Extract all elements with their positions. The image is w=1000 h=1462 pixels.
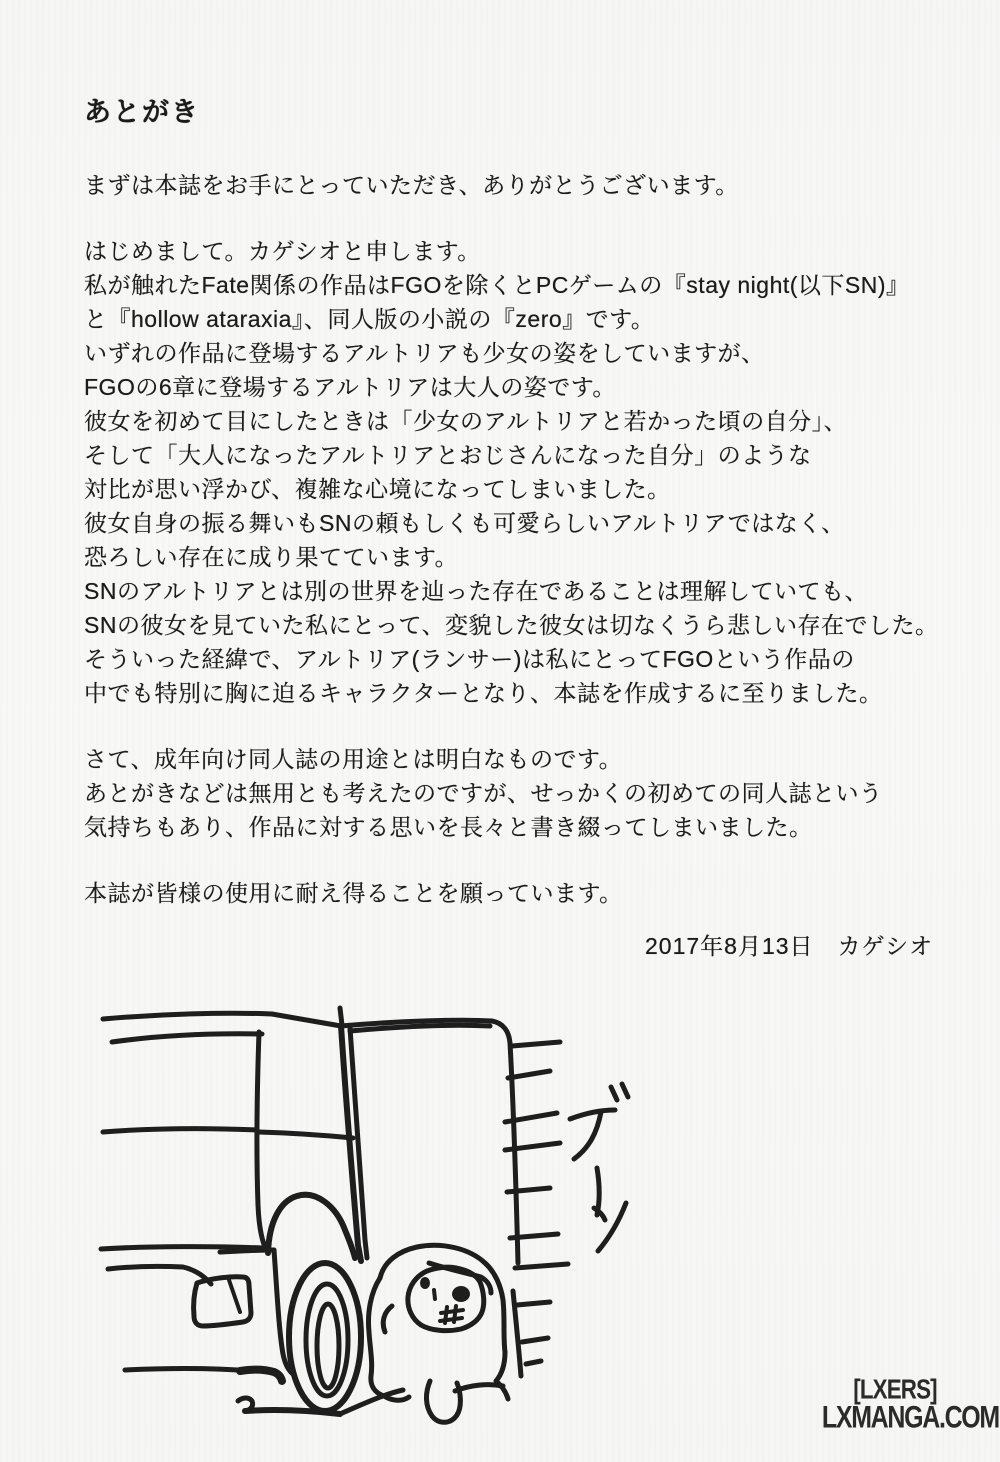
sound-effect-label <box>0 0 1 1</box>
text-line: まずは本誌をお手にとっていただき、ありがとうございます。 <box>84 172 739 198</box>
text-line: 恐ろしい存在に成り果てています。 <box>84 544 459 570</box>
text-line: SNのアルトリアとは別の世界を辿った存在であることは理解していても、 <box>84 578 869 604</box>
text-line: 中でも特別に胸に迫るキャラクターとなり、本誌を作成するに至りました。 <box>84 680 883 706</box>
text-line: SNの彼女を見ていた私にとって、変貌した彼女は切なくうら悲しい存在でした。 <box>84 612 939 638</box>
truck-doodle-illustration <box>0 995 700 1462</box>
text-line: そういった経緯で、アルトリア(ランサー)は私にとってFGOという作品の <box>84 646 855 672</box>
watermark-group-name: [LXERS] <box>853 1372 937 1406</box>
text-line: 彼女自身の振る舞いもSNの頼もしくも可愛らしいアルトリアではなく、 <box>84 510 845 536</box>
text-line: さて、成年向け同人誌の用途とは明白なものです。 <box>84 746 623 772</box>
text-line: 気持ちもあり、作品に対する思いを長々と書き綴ってしまいました。 <box>84 814 813 840</box>
text-line: あとがきなどは無用とも考えたのですが、せっかくの初めての同人誌という <box>84 780 883 806</box>
watermark <box>810 1372 999 1436</box>
date-signature-line: 2017年8月13日 カゲシオ <box>645 933 934 959</box>
afterword-paragraph <box>84 742 964 844</box>
afterword-body <box>84 168 964 942</box>
afterword-paragraph <box>84 234 964 710</box>
text-line: 対比が思い浮かび、複雑な心境になってしまいました。 <box>84 476 671 502</box>
ghost-left-eye <box>420 1277 430 1289</box>
text-line: 本誌が皆様の使用に耐え得ることを願っています。 <box>84 880 623 906</box>
sound-effect-buun <box>570 1084 628 1251</box>
text-line: そして「大人になったアルトリアとおじさんになった自分」のような <box>84 442 812 468</box>
ghost-right-eye <box>452 1286 470 1302</box>
truck-wheel <box>289 1263 361 1411</box>
page-title: あとがき <box>84 97 200 127</box>
afterword-paragraph <box>84 876 964 910</box>
text-line: はじめまして。カゲシオと申します。 <box>84 238 481 264</box>
afterword-paragraph <box>84 168 964 202</box>
text-line: 彼女を初めて目にしたときは「少女のアルトリアと若かった頃の自分」、 <box>84 408 848 434</box>
ghost-character <box>340 1245 508 1422</box>
ghost-nose <box>434 1290 435 1299</box>
truck-window <box>194 1277 251 1326</box>
text-line: いずれの作品に登場するアルトリアも少女の姿をしていますが、 <box>84 340 765 366</box>
text-line: FGOの6章に登場するアルトリアは大人の姿です。 <box>84 374 616 400</box>
text-line: 私が触れたFate関係の作品はFGOを除くとPCゲームの『stay night(以下SN)』 <box>84 272 910 298</box>
watermark-site-name: LXMANGA.COM <box>821 1400 999 1436</box>
text-line: と『hollow ataraxia』、同人版の小説の『zero』です。 <box>84 306 655 332</box>
speed-lines <box>101 1013 272 1371</box>
